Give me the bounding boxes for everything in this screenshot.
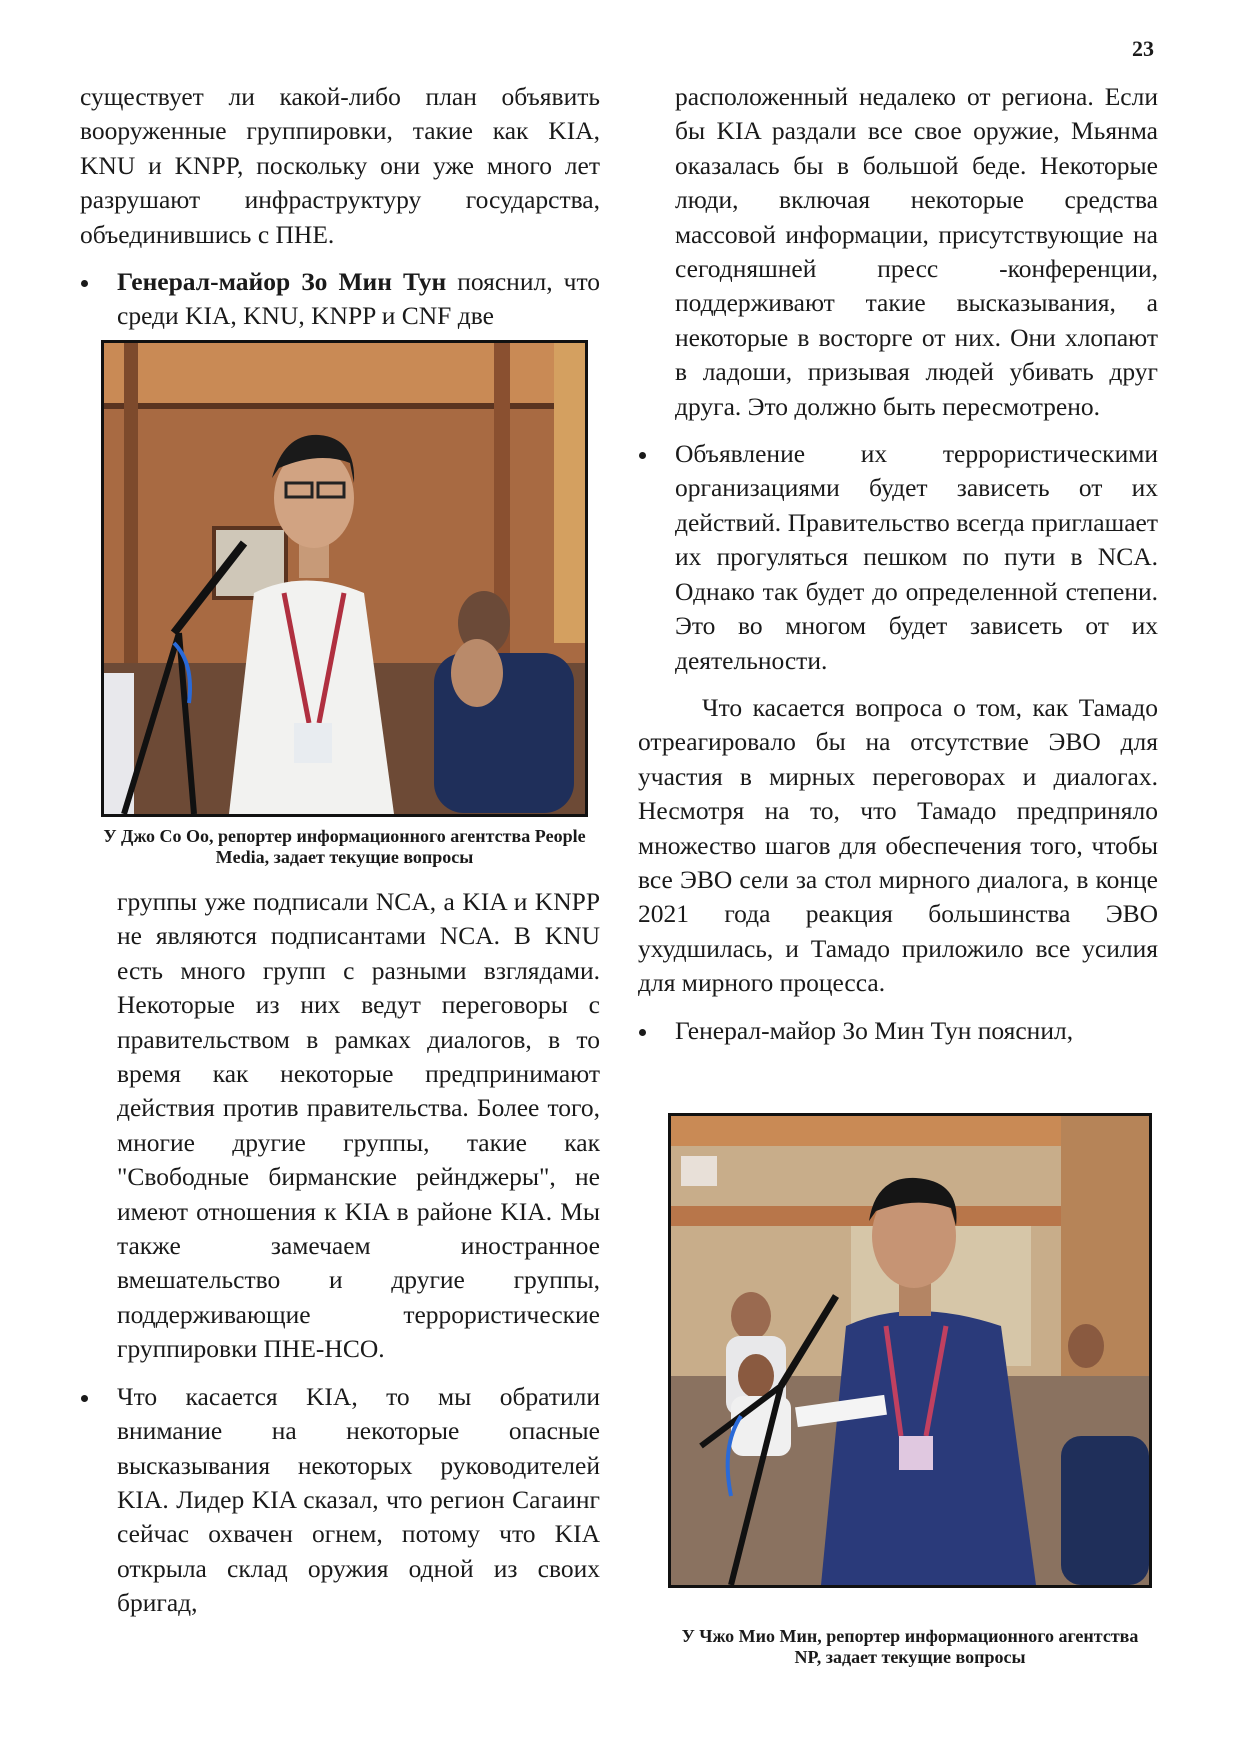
photo-reporter-1 bbox=[101, 340, 588, 817]
bullet-text: пояснил, что среди KIA, KNU, KNPP и CNF две bbox=[117, 267, 601, 331]
photo-reporter-2 bbox=[668, 1113, 1152, 1588]
paragraph: Что касается вопроса о том, как Тамадо отреагировало бы на отсутствие ЭВО для участия в мирных переговорах и диалогах. Несмотря на то, что Тамадо предприняло множество шагов для обеспечения того, чтобы все ЭВО сели за стол мирного диалога, в конце 2021 года реакция большинства ЭВО ухудшилась, и Тамадо приложило все усилия для мирного процесса. bbox=[638, 692, 1158, 998]
photo-caption-2: У Чжо Мио Мин, репортер информационного агентства NP, задает текущие вопросы bbox=[681, 1626, 1139, 1667]
paragraph: группы уже подписали NCA, а KIA и KNPP не являются подписантами NCA. В KNU есть много групп с разными взглядами. Некоторые из них ведут переговоры с правительством в рамках диалогов, в то время как некоторые предпринимают действия против правительства. Более того, многие другие группы, такие как "Свободные бирманские рейнджеры", не имеют отношения к KIA в районе KIA. Мы также замечаем иностранное вмешательство и другие группы, поддерживающие террористические группировки ПНЕ-НСО. bbox=[117, 887, 600, 1364]
paragraph: расположенный недалеко от региона. Если бы KIA раздали все свое оружие, Мьянма оказалась бы в большой беде. Некоторые люди, включая некоторые средства массовой информации, присутствующие на сегодняшней пресс -конференции, поддерживают такие высказывания, а некоторые в восторге от них. Они хлопают в ладоши, призывая людей убивать друг друга. Это должно быть пересмотрено. bbox=[675, 82, 1158, 421]
bullet-item bbox=[80, 265, 600, 334]
bullet-item: Генерал-майор Зо Мин Тун пояснил, bbox=[638, 1014, 1158, 1048]
photo-caption-1: У Джо Со Оо, репортер информационного агентства People Media, задает текущие вопросы bbox=[103, 826, 586, 867]
photo-reporter-2-image bbox=[671, 1116, 1149, 1585]
bold-speaker: Генерал-майор Зо Мин Тун bbox=[117, 267, 447, 297]
left-column-bottom bbox=[80, 885, 600, 1621]
right-column bbox=[638, 80, 1158, 1048]
page-number: 23 bbox=[1132, 36, 1154, 61]
left-column-top bbox=[80, 80, 600, 334]
paragraph: существует ли какой-либо план объявить вооруженные группировки, такие как KIA, KNU и KNPP, поскольку они уже много лет разрушают инфраструктуру государства, объединившись с ПНЕ. bbox=[80, 82, 600, 249]
photo-reporter-1-image bbox=[104, 343, 585, 814]
bullet-item: Объявление их террористическими организациями будет зависеть от их действий. Правительство всегда приглашает их прогуляться пешком по пути в NCA. Однако так будет до определенной степени. Это во многом будет зависеть от их деятельности. bbox=[638, 437, 1158, 678]
bullet-item: Что касается KIA, то мы обратили внимание на некоторые опасные высказывания некоторых руководителей KIA. Лидер KIA сказал, что регион Сагаинг сейчас охвачен огнем, потому что KIA открыла склад оружия одной из своих бригад, bbox=[80, 1380, 600, 1621]
